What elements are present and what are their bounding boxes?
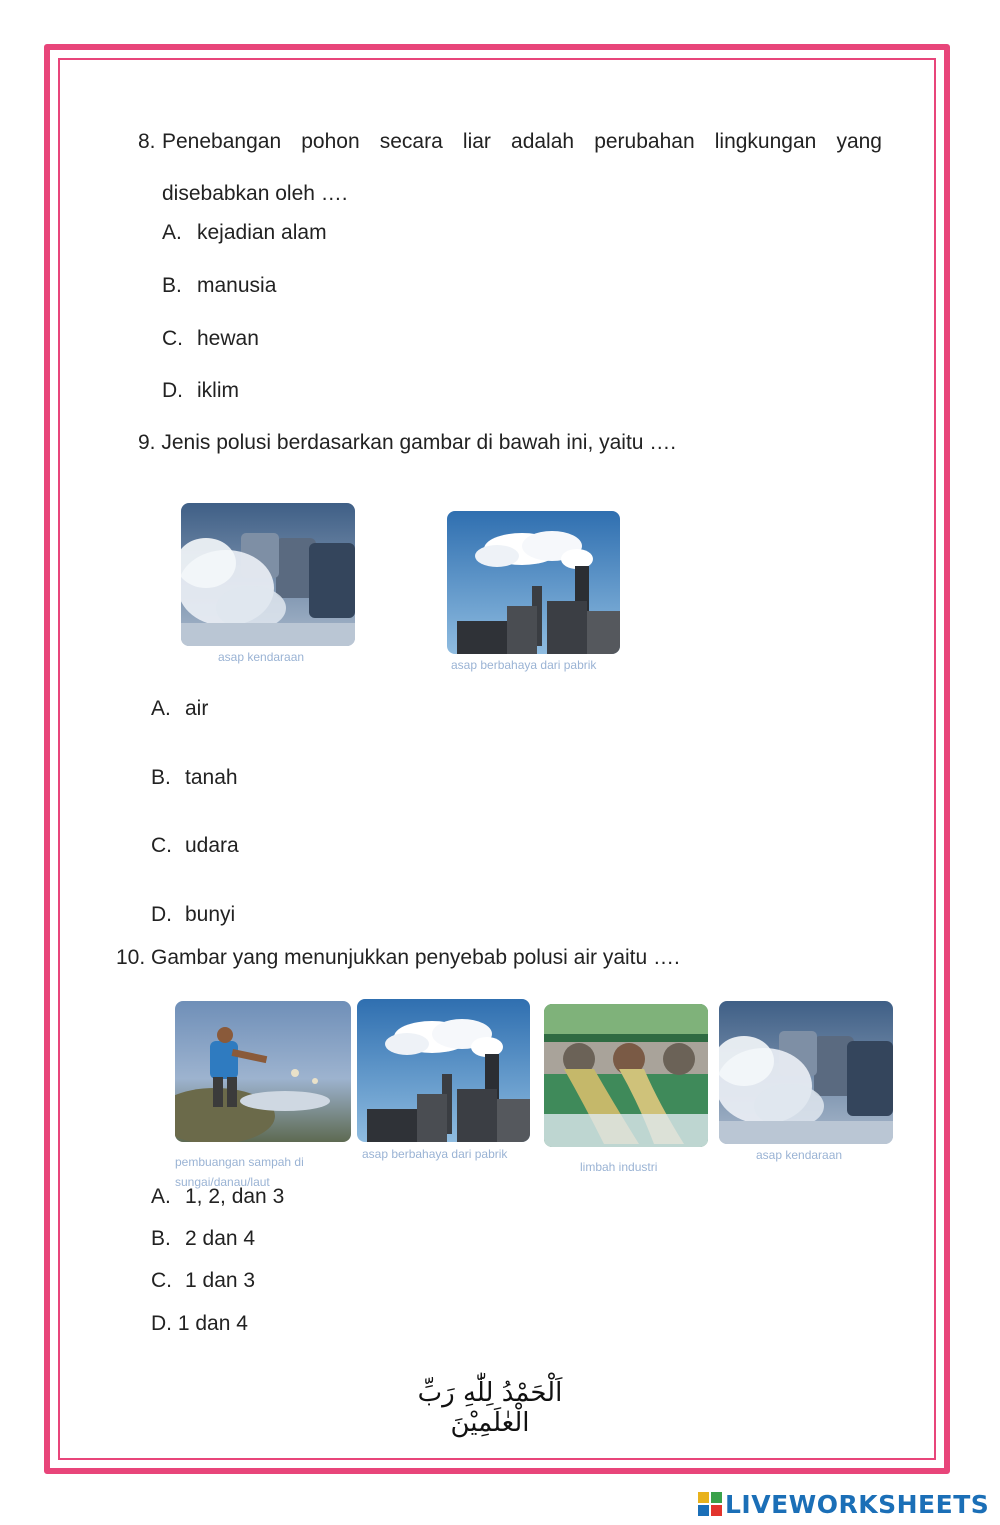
q8-option-a[interactable] bbox=[162, 220, 327, 246]
option-text: 1, 2, dan 3 bbox=[185, 1185, 285, 1208]
q10-option-d[interactable] bbox=[151, 1311, 248, 1337]
option-letter: B. bbox=[151, 1227, 171, 1250]
question-number: 10. bbox=[116, 946, 146, 969]
option-letter: A. bbox=[151, 1185, 171, 1208]
option-letter: C. bbox=[151, 834, 172, 857]
option-letter: C. bbox=[162, 327, 183, 350]
question-9 bbox=[138, 430, 676, 456]
factory-smoke-photo bbox=[447, 511, 620, 654]
question-number: 9. bbox=[138, 431, 156, 454]
closing-prayer: اَلْحَمْدُ لِلّٰهِ رَبِّ الْعٰلَمِيْنَ bbox=[417, 1378, 563, 1438]
q8-option-b[interactable] bbox=[162, 273, 276, 299]
q8-option-d[interactable] bbox=[162, 378, 239, 404]
brand-logo[interactable] bbox=[698, 1490, 989, 1519]
industrial-waste-photo bbox=[544, 1004, 708, 1147]
option-text: tanah bbox=[185, 766, 238, 789]
option-text: manusia bbox=[197, 274, 277, 297]
image-caption: asap berbahaya dari pabrik bbox=[362, 1147, 508, 1161]
option-letter: D. bbox=[162, 379, 183, 402]
option-text: air bbox=[185, 697, 209, 720]
option-text: iklim bbox=[197, 379, 239, 402]
q8-option-c[interactable] bbox=[162, 326, 259, 352]
option-text: 1 dan 4 bbox=[177, 1312, 248, 1335]
question-text-line1: Penebangan pohon secara liar adalah perubahan lingkungan yang bbox=[162, 130, 882, 153]
q10-option-c[interactable] bbox=[151, 1268, 255, 1294]
option-letter: D. bbox=[151, 1312, 172, 1335]
question-number: 8. bbox=[138, 130, 156, 153]
question-text-line2: disebabkan oleh …. bbox=[162, 182, 348, 205]
q9-option-d[interactable] bbox=[151, 902, 235, 928]
image-caption-line2: sungai/danau/laut bbox=[175, 1175, 270, 1189]
question-text: Jenis polusi berdasarkan gambar di bawah ini, yaitu …. bbox=[161, 431, 677, 454]
option-letter: B. bbox=[162, 274, 182, 297]
option-letter: D. bbox=[151, 903, 172, 926]
option-letter: A. bbox=[151, 697, 171, 720]
trash-dumping-photo bbox=[175, 1001, 351, 1142]
vehicle-smoke-photo bbox=[181, 503, 355, 646]
image-caption: asap kendaraan bbox=[756, 1148, 843, 1162]
option-text: 1 dan 3 bbox=[185, 1269, 256, 1292]
q9-option-c[interactable] bbox=[151, 833, 239, 859]
option-text: kejadian alam bbox=[197, 221, 327, 244]
option-text: 2 dan 4 bbox=[185, 1227, 256, 1250]
liveworksheets-icon bbox=[698, 1492, 722, 1516]
option-text: hewan bbox=[197, 327, 259, 350]
q10-option-b[interactable] bbox=[151, 1226, 255, 1252]
option-letter: C. bbox=[151, 1269, 172, 1292]
question-10 bbox=[116, 945, 680, 971]
image-caption: limbah industri bbox=[580, 1160, 658, 1174]
factory-smoke-photo bbox=[357, 999, 530, 1142]
option-letter: A. bbox=[162, 221, 182, 244]
question-text: Gambar yang menunjukkan penyebab polusi air yaitu …. bbox=[151, 946, 680, 969]
image-caption-line1: pembuangan sampah di bbox=[175, 1155, 304, 1169]
q9-option-a[interactable] bbox=[151, 696, 208, 722]
image-caption: asap kendaraan bbox=[218, 650, 305, 664]
image-caption: asap berbahaya dari pabrik bbox=[451, 658, 597, 672]
option-text: udara bbox=[185, 834, 239, 857]
brand-name: LIVEWORKSHEETS bbox=[725, 1490, 990, 1519]
vehicle-smoke-photo bbox=[719, 1001, 893, 1144]
q10-option-a[interactable] bbox=[151, 1184, 284, 1210]
option-letter: B. bbox=[151, 766, 171, 789]
q9-option-b[interactable] bbox=[151, 765, 238, 791]
option-text: bunyi bbox=[185, 903, 236, 926]
question-8 bbox=[138, 116, 882, 220]
